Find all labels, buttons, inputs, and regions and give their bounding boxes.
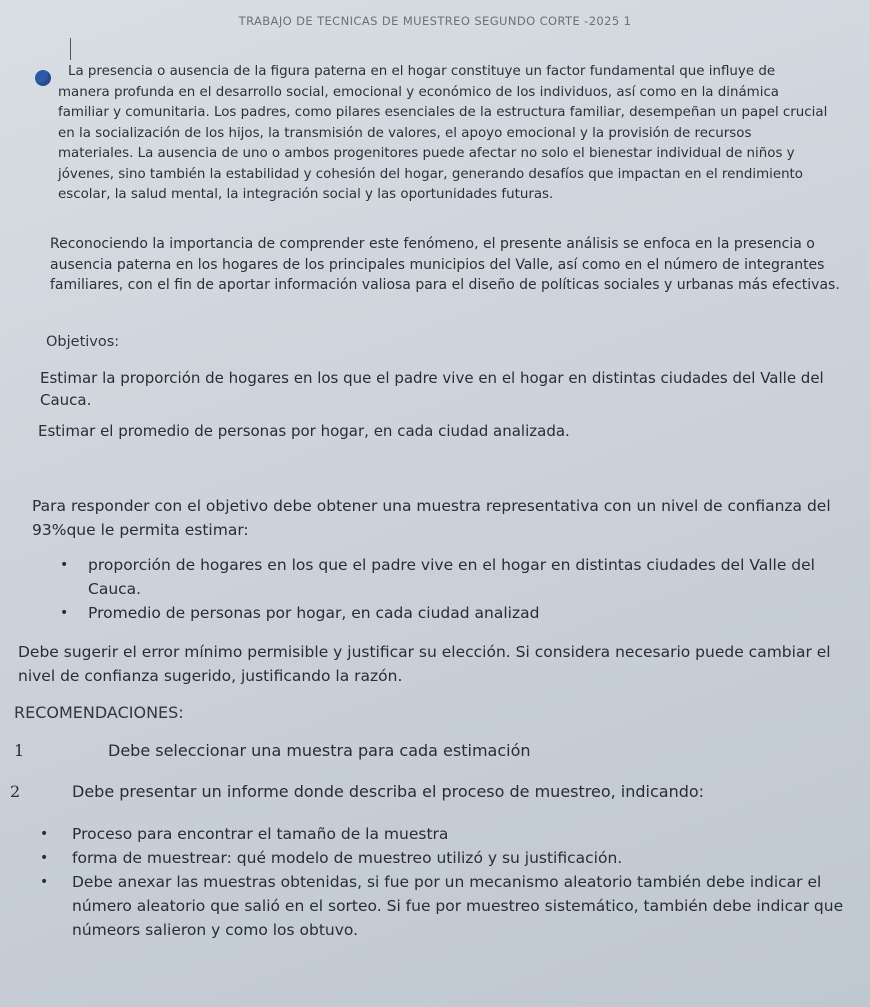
recommendation-text: Debe seleccionar una muestra para cada estimación bbox=[108, 741, 531, 760]
list-item: • forma de muestrear: qué modelo de muestreo utilizó y su justificación. bbox=[40, 846, 870, 870]
list-item: • Debe anexar las muestras obtenidas, si fue por un mecanismo aleatorio también debe indicar el número aleatorio que salió en el sorteo. Si fue por muestreo sistemático, también debe indicar que númeors salieron y como los obtuvo. bbox=[40, 870, 870, 942]
document-header: TRABAJO DE TECNICAS DE MUESTREO SEGUNDO CORTE -2025 1 bbox=[238, 14, 632, 28]
response-paragraph: Para responder con el objetivo debe obtener una muestra representativa con un nivel de confianza del 93%que le permita estimar: bbox=[32, 497, 831, 539]
recommendation-number: 2 bbox=[10, 782, 21, 801]
report-requirements-list bbox=[40, 822, 870, 942]
objective-item-2: Estimar el promedio de personas por hogar, en cada ciudad analizada. bbox=[38, 422, 570, 440]
drop-cap-mark-icon bbox=[35, 70, 51, 86]
objective-item-1: Estimar la proporción de hogares en los que el padre vive en el hogar en distintas ciudades del Valle del Cauca. bbox=[40, 369, 824, 409]
pen-mark bbox=[70, 38, 71, 60]
list-item: • proporción de hogares en los que el padre vive en el hogar en distintas ciudades del Valle del Cauca. bbox=[60, 553, 860, 601]
recommendation-number: 1 bbox=[14, 741, 25, 760]
list-item: • Proceso para encontrar el tamaño de la muestra bbox=[40, 822, 870, 846]
error-note-paragraph: Debe sugerir el error mínimo permisible y justificar su elección. Si considera necesario puede cambiar el nivel de confianza sugerido, justificando la razón. bbox=[18, 643, 831, 685]
intro-paragraph-1: La presencia o ausencia de la figura paterna en el hogar constituye un factor fundamental que influye de manera profunda en el desarrollo social, emocional y económico de los individuos, así como en la dinámica familiar y comunitaria. Los padres, como pilares esenciales de la estructura familiar, desempeñan un papel crucial en la socialización de los hijos, la transmisión de valores, el apoyo emocional y la provisión de recursos materiales. La ausencia de uno o ambos progenitores puede afectar no solo el bienestar individual de niños y jóvenes, sino también la estabilidad y cohesión del hogar, generando desafíos que impactan en el rendimiento escolar, la salud mental, la integración social y las oportunidades futuras. bbox=[58, 64, 828, 202]
objectives-label: Objetivos: bbox=[46, 334, 120, 350]
recommendation-text: Debe presentar un informe donde describa el proceso de muestreo, indicando: bbox=[72, 782, 705, 801]
list-item: • Promedio de personas por hogar, en cada ciudad analizad bbox=[60, 601, 860, 625]
recommendations-label: RECOMENDACIONES: bbox=[14, 703, 184, 722]
intro-paragraph-2: Reconociendo la importancia de comprender este fenómeno, el presente análisis se enfoca en la presencia o ausencia paterna en los hogares de los principales municipios del Valle, así como en el número de integrantes familiares, con el fin de aportar información valiosa para el diseño de políticas sociales y urbanas más efectivas. bbox=[50, 236, 840, 293]
estimation-list bbox=[60, 553, 860, 625]
